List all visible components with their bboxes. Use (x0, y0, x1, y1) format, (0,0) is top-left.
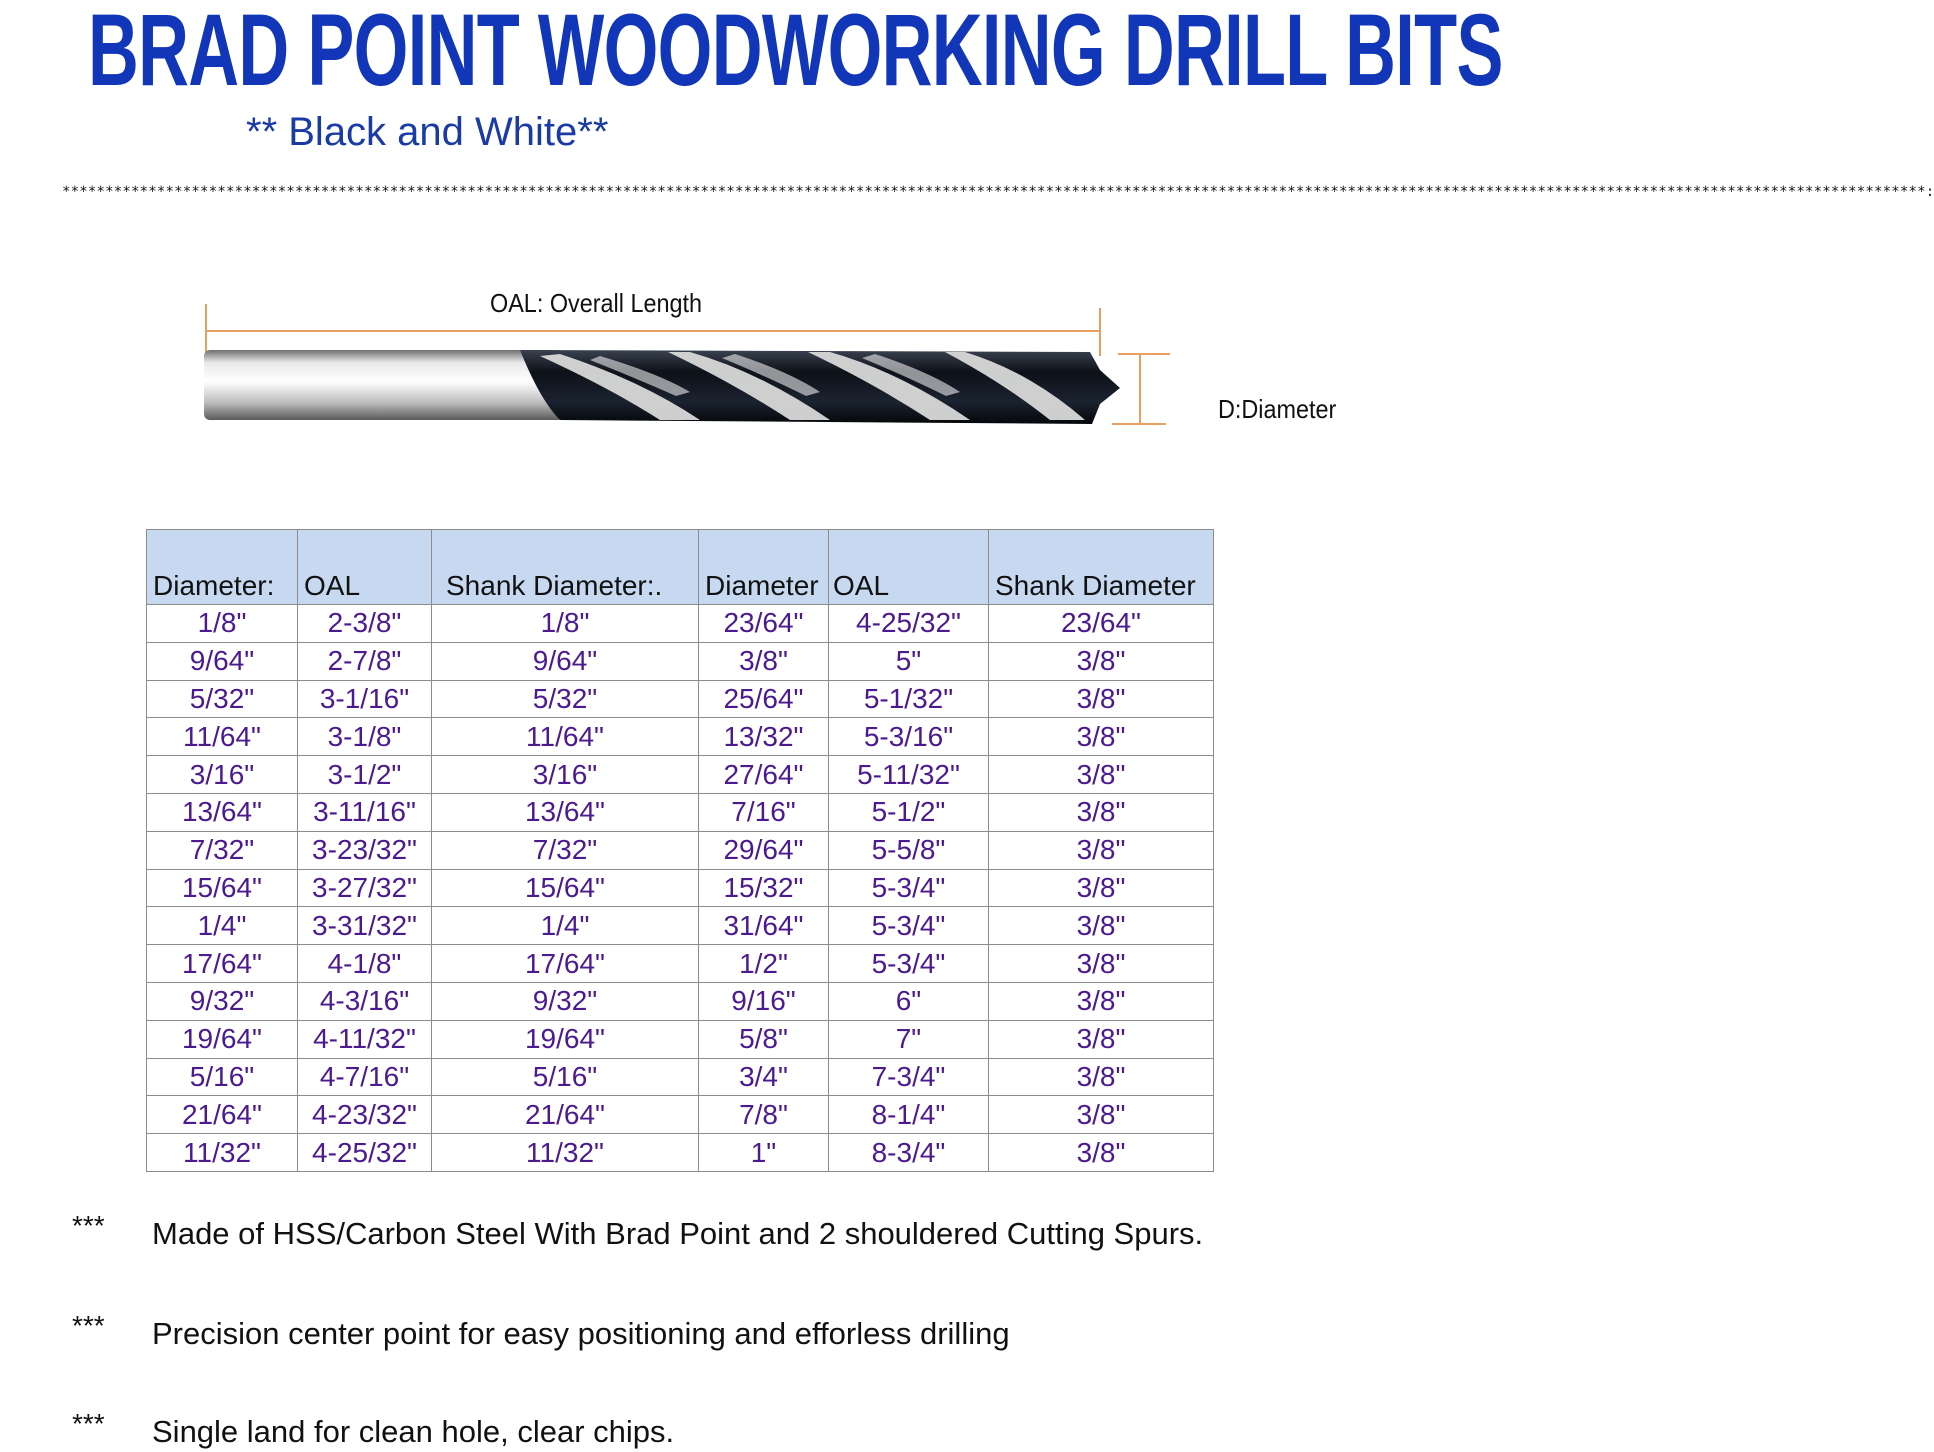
diameter-cell: 11/64" (147, 718, 298, 756)
oal-dimension-line (206, 304, 1100, 356)
diameter-cell-2: 27/64" (699, 756, 829, 794)
diameter-cell-2: 25/64" (699, 680, 829, 718)
diameter-cell: 9/32" (147, 982, 298, 1020)
shank-diameter-cell: 1/8" (432, 605, 699, 643)
shank-diameter-cell-2: 3/8" (989, 642, 1214, 680)
feature-item-2 (72, 1310, 1010, 1352)
oal-cell: 2-7/8" (298, 642, 432, 680)
diameter-cell-2: 5/8" (699, 1020, 829, 1058)
table-row (147, 642, 1214, 680)
shank-diameter-cell: 13/64" (432, 793, 699, 831)
diameter-label: D:Diameter (1218, 394, 1337, 424)
table-row (147, 718, 1214, 756)
table-row (147, 869, 1214, 907)
shank-diameter-cell-2: 3/8" (989, 982, 1214, 1020)
page-subtitle: ** Black and White** (246, 110, 609, 154)
diameter-cell: 1/8" (147, 605, 298, 643)
drill-size-table (146, 529, 1214, 1172)
table-row (147, 1096, 1214, 1134)
header-oal: OAL (298, 530, 432, 605)
table-row (147, 945, 1214, 983)
diameter-cell-2: 23/64" (699, 605, 829, 643)
oal-cell-2: 7" (829, 1020, 989, 1058)
oal-cell: 4-1/8" (298, 945, 432, 983)
header-shank-diameter-2: Shank Diameter (989, 530, 1214, 605)
diameter-cell-2: 1" (699, 1134, 829, 1172)
table-row (147, 1058, 1214, 1096)
header-diameter: Diameter: (147, 530, 298, 605)
diameter-cell: 5/32" (147, 680, 298, 718)
oal-cell-2: 4-25/32" (829, 605, 989, 643)
shank-diameter-cell: 15/64" (432, 869, 699, 907)
shank-diameter-cell: 3/16" (432, 756, 699, 794)
table-row (147, 756, 1214, 794)
oal-cell: 4-23/32" (298, 1096, 432, 1134)
oal-cell-2: 7-3/4" (829, 1058, 989, 1096)
diameter-cell: 21/64" (147, 1096, 298, 1134)
diameter-cell: 17/64" (147, 945, 298, 983)
shank-diameter-cell-2: 3/8" (989, 945, 1214, 983)
oal-cell-2: 5-1/2" (829, 793, 989, 831)
table-row (147, 680, 1214, 718)
diameter-cell: 9/64" (147, 642, 298, 680)
shank-diameter-cell: 17/64" (432, 945, 699, 983)
diameter-cell: 1/4" (147, 907, 298, 945)
shank-diameter-cell: 1/4" (432, 907, 699, 945)
oal-cell-2: 5-5/8" (829, 831, 989, 869)
shank-diameter-cell: 11/64" (432, 718, 699, 756)
header-oal-2: OAL (829, 530, 989, 605)
oal-cell-2: 5" (829, 642, 989, 680)
oal-cell: 3-1/2" (298, 756, 432, 794)
header-shank-diameter: Shank Diameter:. (432, 530, 699, 605)
oal-cell: 3-27/32" (298, 869, 432, 907)
oal-cell: 2-3/8" (298, 605, 432, 643)
shank-diameter-cell: 5/16" (432, 1058, 699, 1096)
table-row (147, 907, 1214, 945)
shank-diameter-cell-2: 3/8" (989, 869, 1214, 907)
oal-cell-2: 5-1/32" (829, 680, 989, 718)
diameter-cell-2: 13/32" (699, 718, 829, 756)
oal-cell-2: 5-3/4" (829, 869, 989, 907)
table-row (147, 1020, 1214, 1058)
oal-cell: 3-11/16" (298, 793, 432, 831)
asterisk-divider: ************************************************************************************************************************************************************************************************************************: (62, 184, 1934, 200)
shank-diameter-cell: 9/32" (432, 982, 699, 1020)
diameter-cell-2: 1/2" (699, 945, 829, 983)
oal-cell-2: 6" (829, 982, 989, 1020)
header-diameter-2: Diameter (699, 530, 829, 605)
feature-text: Single land for clean hole, clear chips. (152, 1414, 675, 1449)
brad-point-drill-bit-icon (0, 0, 1934, 480)
shank-diameter-cell: 7/32" (432, 831, 699, 869)
oal-cell: 4-11/32" (298, 1020, 432, 1058)
table-row (147, 605, 1214, 643)
oal-cell: 3-1/8" (298, 718, 432, 756)
shank-diameter-cell-2: 3/8" (989, 1058, 1214, 1096)
diameter-cell-2: 3/8" (699, 642, 829, 680)
oal-cell-2: 5-3/16" (829, 718, 989, 756)
oal-cell-2: 5-11/32" (829, 756, 989, 794)
shank-diameter-cell: 21/64" (432, 1096, 699, 1134)
diameter-dimension-line (1112, 354, 1170, 424)
diameter-cell-2: 31/64" (699, 907, 829, 945)
shank-diameter-cell: 11/32" (432, 1134, 699, 1172)
diameter-cell-2: 7/16" (699, 793, 829, 831)
oal-cell: 4-25/32" (298, 1134, 432, 1172)
feature-marker: *** (72, 1210, 105, 1241)
shank-diameter-cell: 9/64" (432, 642, 699, 680)
diameter-cell: 19/64" (147, 1020, 298, 1058)
page-title: BRAD POINT WOODWORKING DRILL BITS (88, 0, 1503, 107)
table-body (147, 605, 1214, 1172)
diameter-cell: 3/16" (147, 756, 298, 794)
oal-cell: 4-7/16" (298, 1058, 432, 1096)
diameter-cell-2: 3/4" (699, 1058, 829, 1096)
oal-cell-2: 8-3/4" (829, 1134, 989, 1172)
diameter-cell-2: 15/32" (699, 869, 829, 907)
shank-diameter-cell-2: 3/8" (989, 831, 1214, 869)
table-row (147, 793, 1214, 831)
feature-text: Precision center point for easy positioning and efforless drilling (152, 1316, 1010, 1351)
shank-diameter-cell: 19/64" (432, 1020, 699, 1058)
feature-marker: *** (72, 1408, 105, 1439)
shank-diameter-cell-2: 3/8" (989, 1096, 1214, 1134)
oal-cell-2: 5-3/4" (829, 907, 989, 945)
feature-item-3 (72, 1408, 675, 1450)
shank-diameter-cell-2: 3/8" (989, 907, 1214, 945)
diameter-cell: 13/64" (147, 793, 298, 831)
shank-diameter-cell-2: 3/8" (989, 680, 1214, 718)
shank-diameter-cell-2: 3/8" (989, 1134, 1214, 1172)
oal-label: OAL: Overall Length (490, 288, 703, 318)
feature-marker: *** (72, 1310, 105, 1341)
oal-cell-2: 8-1/4" (829, 1096, 989, 1134)
shank-diameter-cell-2: 3/8" (989, 793, 1214, 831)
oal-cell: 4-3/16" (298, 982, 432, 1020)
shank-diameter-cell-2: 3/8" (989, 718, 1214, 756)
table-row (147, 831, 1214, 869)
table-header-row (147, 530, 1214, 605)
oal-cell: 3-31/32" (298, 907, 432, 945)
table-row (147, 1134, 1214, 1172)
shank-diameter-cell: 5/32" (432, 680, 699, 718)
feature-item-1 (72, 1210, 1204, 1252)
diameter-cell-2: 29/64" (699, 831, 829, 869)
oal-cell: 3-23/32" (298, 831, 432, 869)
diameter-cell: 15/64" (147, 869, 298, 907)
oal-cell: 3-1/16" (298, 680, 432, 718)
table-row (147, 982, 1214, 1020)
diameter-cell: 11/32" (147, 1134, 298, 1172)
shank-diameter-cell-2: 23/64" (989, 605, 1214, 643)
shank-diameter-cell-2: 3/8" (989, 756, 1214, 794)
feature-text: Made of HSS/Carbon Steel With Brad Point and 2 shouldered Cutting Spurs. (152, 1216, 1204, 1251)
diameter-cell: 7/32" (147, 831, 298, 869)
oal-cell-2: 5-3/4" (829, 945, 989, 983)
shank-diameter-cell-2: 3/8" (989, 1020, 1214, 1058)
diameter-cell: 5/16" (147, 1058, 298, 1096)
diameter-cell-2: 9/16" (699, 982, 829, 1020)
diameter-cell-2: 7/8" (699, 1096, 829, 1134)
drill-shank (204, 350, 564, 420)
